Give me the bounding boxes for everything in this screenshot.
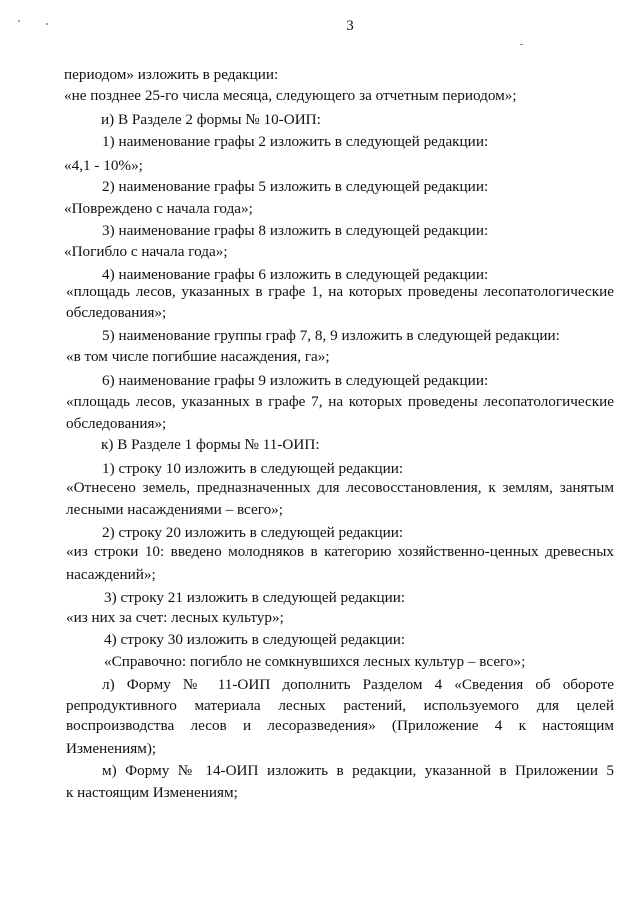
text-line: «в том числе погибшие насаждения, га»; bbox=[66, 348, 330, 365]
text-line: «из них за счет: лесных культур»; bbox=[66, 609, 284, 626]
text-line: 4) наименование графы 6 изложить в следующей редакции: bbox=[102, 266, 489, 283]
text-line: насаждений»; bbox=[66, 566, 156, 583]
page-number: 3 bbox=[346, 18, 354, 34]
text-line: «площадь лесов, указанных в графе 1, на которых проведены лесопатологические bbox=[66, 283, 614, 300]
text-line: «не позднее 25-го числа месяца, следующего за отчетным периодом»; bbox=[64, 87, 517, 104]
text-line: и) В Разделе 2 формы № 10-ОИП: bbox=[101, 111, 321, 128]
text-line: 5) наименование группы граф 7, 8, 9 изложить в следующей редакции: bbox=[102, 327, 560, 344]
text-line: Изменениям); bbox=[66, 740, 157, 757]
text-line: 1) строку 10 изложить в следующей редакции: bbox=[102, 460, 404, 477]
text-line: 4) строку 30 изложить в следующей редакции: bbox=[104, 631, 406, 648]
text-line: «Повреждено с начала года»; bbox=[64, 200, 253, 217]
text-line: «Погибло с начала года»; bbox=[64, 243, 228, 260]
text-line: «Отнесено земель, предназначенных для лесовосстановления, к землям, занятым bbox=[66, 479, 614, 496]
text-line: л) Форму № 11-ОИП дополнить Разделом 4 «Сведения об обороте bbox=[102, 676, 614, 693]
text-line: к) В Разделе 1 формы № 11-ОИП: bbox=[101, 436, 320, 453]
text-line: репродуктивного материала лесных растений, используемого для целей bbox=[66, 697, 614, 714]
scan-speck bbox=[46, 23, 48, 25]
text-line: 3) наименование графы 8 изложить в следующей редакции: bbox=[102, 222, 489, 239]
text-line: лесными насаждениями – всего»; bbox=[66, 501, 283, 518]
text-line: 3) строку 21 изложить в следующей редакции: bbox=[104, 589, 406, 606]
text-line: «Справочно: погибло не сомкнувшихся лесных культур – всего»; bbox=[104, 653, 526, 670]
text-line: обследования»; bbox=[66, 415, 167, 432]
text-line: к настоящим Изменениям; bbox=[66, 784, 238, 801]
text-line: 1) наименование графы 2 изложить в следующей редакции: bbox=[102, 133, 489, 150]
text-line: воспроизводства лесов и лесоразведения» (Приложение 4 к настоящим bbox=[66, 717, 614, 734]
text-line: м) Форму № 14-ОИП изложить в редакции, указанной в Приложении 5 bbox=[102, 762, 614, 779]
text-line: «4,1 - 10%»; bbox=[64, 157, 143, 174]
scan-speck bbox=[18, 20, 20, 22]
scan-speck bbox=[520, 44, 523, 45]
text-line: обследования»; bbox=[66, 304, 167, 321]
text-line: периодом» изложить в редакции: bbox=[64, 66, 279, 83]
text-line: «площадь лесов, указанных в графе 7, на которых проведены лесопатологические bbox=[66, 393, 614, 410]
text-line: «из строки 10: введено молодняков в категорию хозяйственно-ценных древесных bbox=[66, 543, 614, 560]
text-line: 2) строку 20 изложить в следующей редакции: bbox=[102, 524, 404, 541]
text-line: 6) наименование графы 9 изложить в следующей редакции: bbox=[102, 372, 489, 389]
text-line: 2) наименование графы 5 изложить в следующей редакции: bbox=[102, 178, 489, 195]
